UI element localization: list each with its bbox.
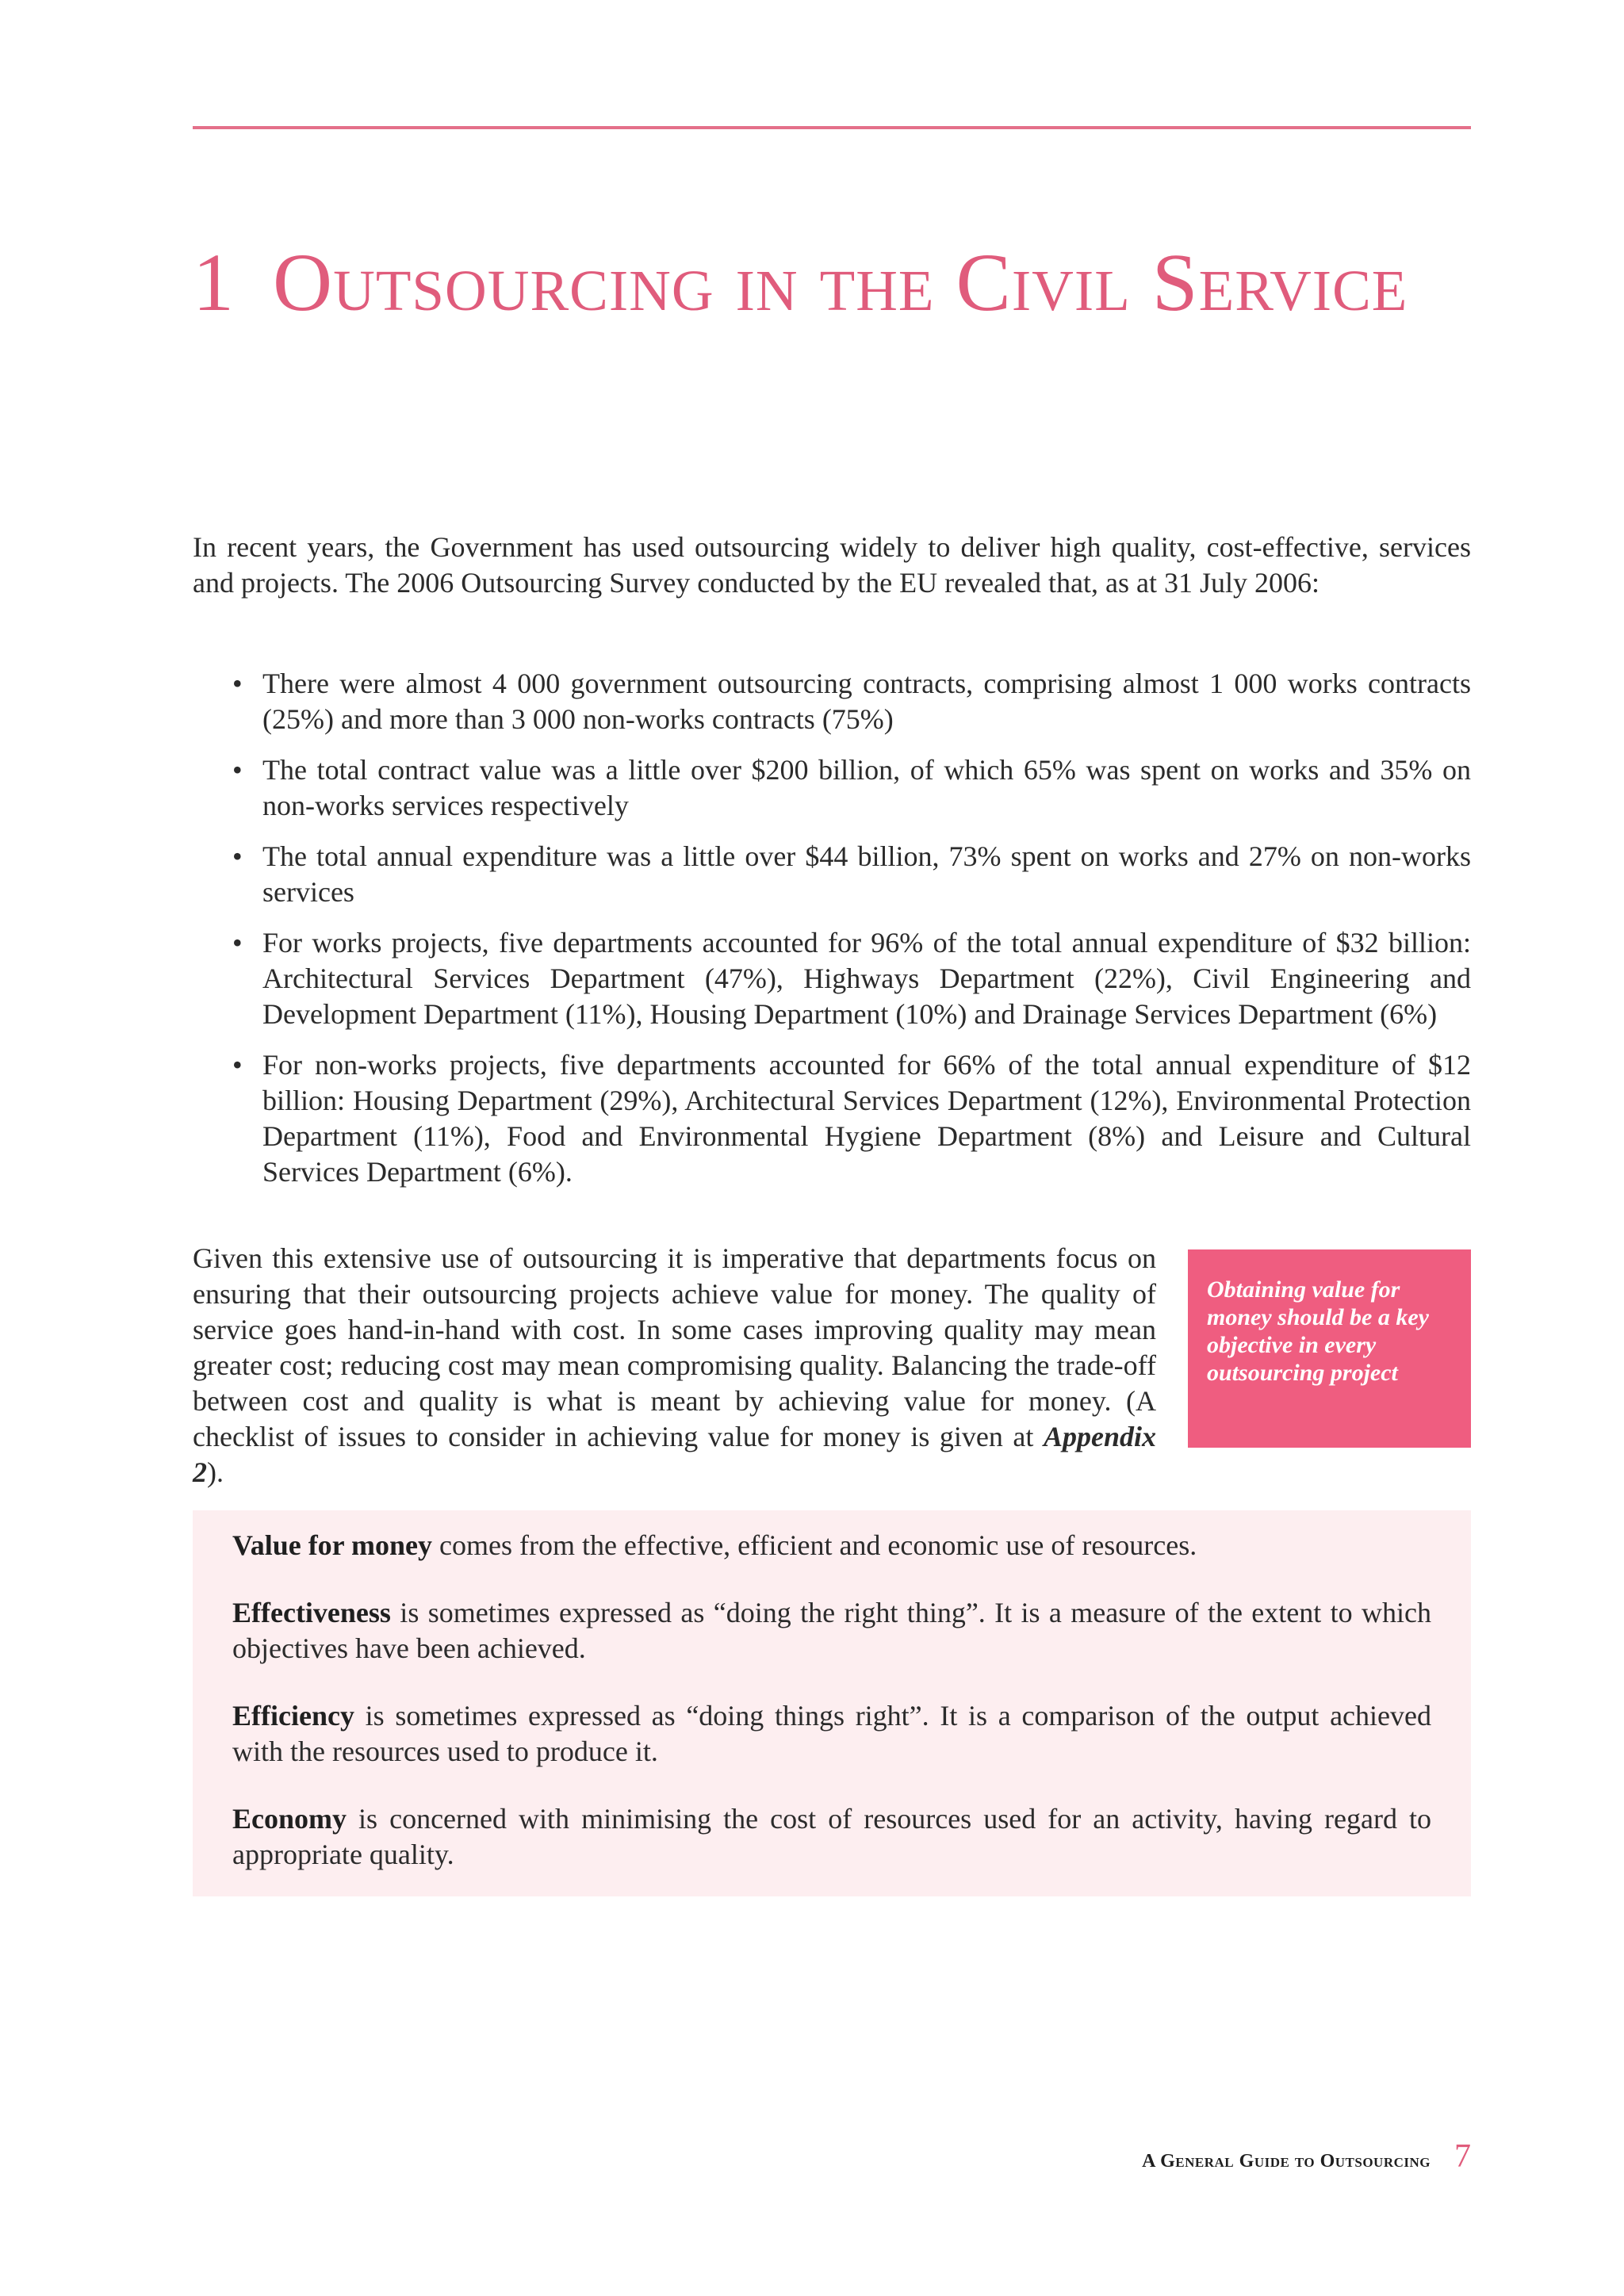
page-footer <box>1142 2137 1471 2175</box>
value-for-money-paragraph: Given this extensive use of outsourcing it is imperative that departments focus on ensuring that their outsourcing projects achieve value for money. The quality of service goes hand-in-hand with cost. In some cases improving quality may mean greater cost; reducing cost may mean compromising quality. Balancing the trade-off between cost and quality is what is meant by achieving value for money. (A checklist of issues to consider in achieving value for money is given at Appendix 2). <box>193 1242 1156 1488</box>
definition-value-for-money: Value for money comes from the effective, efficient and economic use of resources. <box>232 1529 1197 1561</box>
bullet-icon: • <box>232 668 243 699</box>
definition-efficiency: Efficiency is sometimes expressed as “doing things right”. It is a comparison of the output achieved with the resources used to produce it. <box>232 1700 1431 1767</box>
chapter-number: 1 <box>193 237 235 328</box>
bullet-icon: • <box>232 927 243 959</box>
footer-document-title: A General Guide to Outsourcing <box>1142 2151 1431 2172</box>
definition-effectiveness: Effectiveness is sometimes expressed as “doing the right thing”. It is a measure of the extent to which objectives have been achieved. <box>232 1597 1431 1664</box>
chapter-title <box>193 238 1541 328</box>
bullet-icon: • <box>232 1049 243 1081</box>
survey-findings-list <box>193 666 1471 1205</box>
list-item: • There were almost 4 000 government outsourcing contracts, comprising almost 1 000 works contracts (25%) and more than 3 000 non-works contracts (75%) <box>232 668 1471 735</box>
page-number: 7 <box>1454 2138 1471 2175</box>
header-rule <box>193 126 1471 129</box>
definition-economy: Economy is concerned with minimising the cost of resources used for an activity, having regard to appropriate quality. <box>232 1803 1431 1870</box>
list-item: • The total annual expenditure was a little over $44 billion, 73% spent on works and 27% on non-works services <box>232 840 1471 908</box>
appendix-2-link[interactable]: Appendix 2 <box>193 1421 1156 1488</box>
key-objective-callout: Obtaining value for money should be a key objective in every outsourcing project <box>1188 1249 1471 1448</box>
list-item: • For non-works projects, five departments accounted for 66% of the total annual expenditure of $12 billion: Housing Department (29%), Architectural Services Department (12%), Environmental Protection Department (11%), Food and Environmental Hygiene Department (8%) and Leisure and Cultural Services Department (6%). <box>232 1049 1471 1188</box>
intro-paragraph: In recent years, the Government has used outsourcing widely to deliver high quality, cost-effective, services and projects. The 2006 Outsourcing Survey conducted by the EU revealed that, as at 31 July 2006: <box>193 531 1471 599</box>
definitions-box <box>193 1510 1471 1896</box>
list-item: • For works projects, five departments accounted for 96% of the total annual expenditure of $32 billion: Architectural Services Department (47%), Highways Department (22%), Civil Engineering and Development Department (11%), Housing Department (10%) and Drainage Services Department (6%) <box>232 927 1471 1030</box>
chapter-title-text: Outsourcing in the Civil Service <box>273 237 1408 328</box>
list-item: • The total contract value was a little over $200 billion, of which 65% was spent on works and 35% on non-works services respectively <box>232 754 1471 821</box>
bullet-icon: • <box>232 840 243 872</box>
bullet-icon: • <box>232 754 243 786</box>
